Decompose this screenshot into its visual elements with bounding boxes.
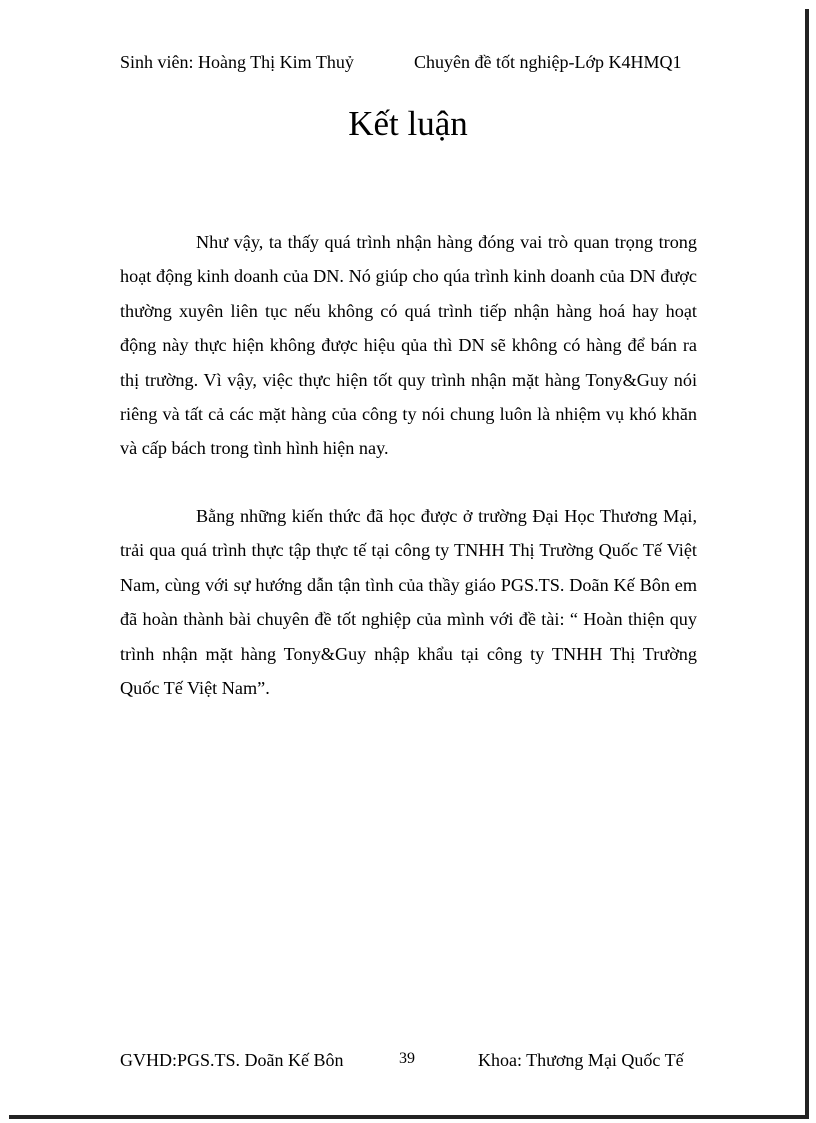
footer-faculty: Khoa: Thương Mại Quốc Tế <box>478 1050 684 1070</box>
page-shadow-bottom <box>9 1115 809 1119</box>
footer-advisor: GVHD:PGS.TS. Doãn Kế Bôn <box>120 1050 344 1070</box>
header-student-name: Sinh viên: Hoàng Thị Kim Thuỷ <box>120 52 354 72</box>
page-shadow-right <box>805 9 809 1119</box>
header-course: Chuyên đề tốt nghiệp-Lớp K4HMQ1 <box>414 52 682 72</box>
page-title: Kết luận <box>348 104 468 143</box>
page-header <box>120 52 700 76</box>
page-footer <box>120 1050 700 1074</box>
paragraph-1-text: Như vậy, ta thấy quá trình nhận hàng đóng vai trò quan trọng trong hoạt động kinh doanh của DN. Nó giúp cho qúa trình kinh doanh của DN được thường xuyên liên tục nếu không có quá trình tiếp nhận hàng hoá hay hoạt động này thực hiện không được hiệu qủa thì DN sẽ không có hàng để bán ra thị trường. Vì vậy, việc thực hiện tốt quy trình nhận mặt hàng Tony&Guy nói riêng và tất cả các mặt hàng của công ty nói chung luôn là nhiệm vụ khó khăn và cấp bách trong tình hình hiện nay. <box>120 232 697 459</box>
paragraph-1 <box>120 225 697 466</box>
paragraph-2 <box>120 499 697 705</box>
paragraph-2-text: Bằng những kiến thức đã học được ở trường Đại Học Thương Mại, trải qua quá trình thực tập thực tế tại công ty TNHH Thị Trường Quốc Tế Việt Nam, cùng với sự hướng dẫn tận tình của thầy giáo PGS.TS. Doãn Kế Bôn em đã hoàn thành bài chuyên đề tốt nghiệp của mình với đề tài: “ Hoàn thiện quy trình nhận mặt hàng Tony&Guy nhập khẩu tại công ty TNHH Thị Trường Quốc Tế Việt Nam”. <box>120 506 697 699</box>
page-number: 39 <box>399 1050 415 1067</box>
